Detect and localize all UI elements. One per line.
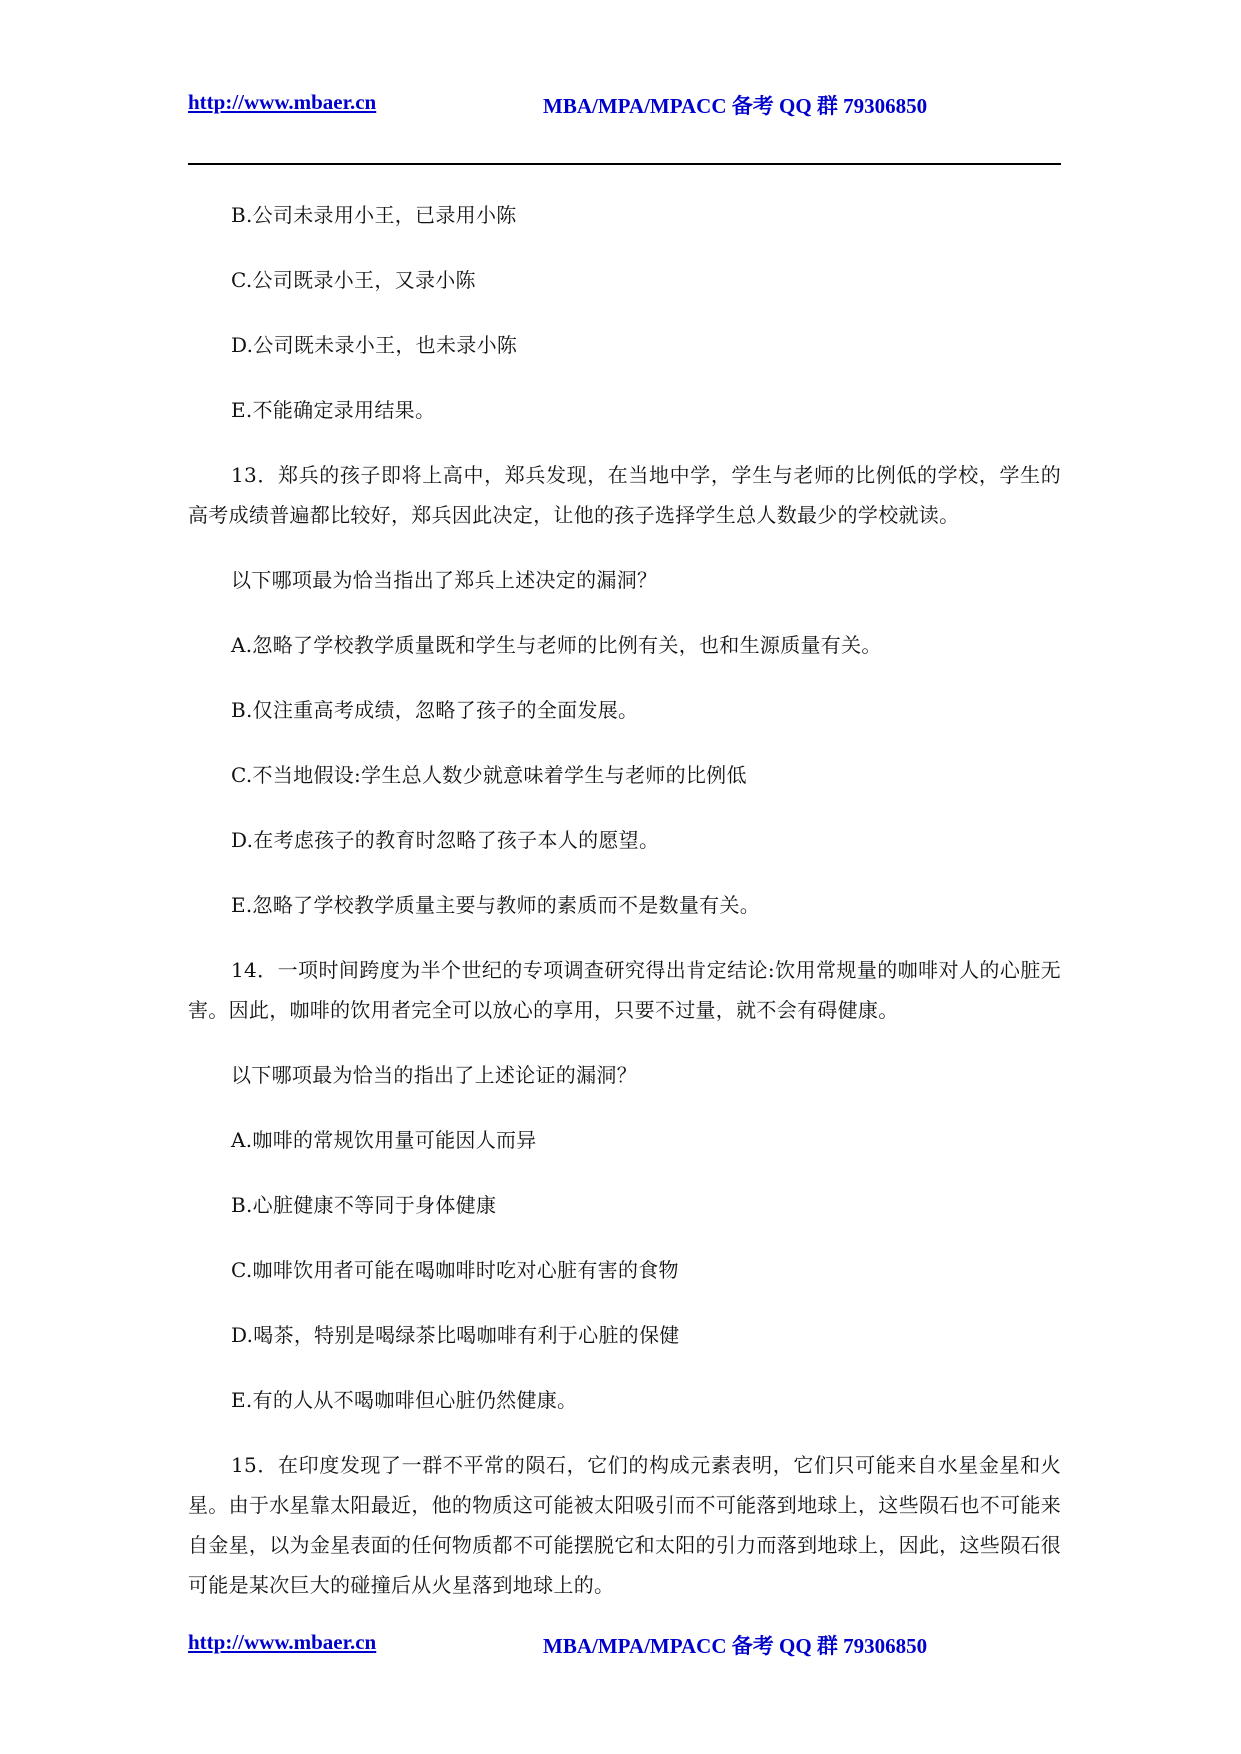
q13-stem: 13．郑兵的孩子即将上高中，郑兵发现，在当地中学，学生与老师的比例低的学校，学生的高考成绩普遍都比较好，郑兵因此决定，让他的孩子选择学生总人数最少的学校就读。 bbox=[188, 463, 1061, 527]
footer-qq-group: MBA/MPA/MPACC 备考 QQ 群 79306850 bbox=[543, 1634, 928, 1658]
q12-option-e: E.不能确定录用结果。 bbox=[231, 398, 436, 422]
q13-option-e: E.忽略了学校教学质量主要与教师的素质而不是数量有关。 bbox=[231, 893, 761, 917]
q14-option-d: D.喝茶，特别是喝绿茶比喝咖啡有利于心脏的保健 bbox=[231, 1323, 680, 1347]
q15-stem: 15．在印度发现了一群不平常的陨石，它们的构成元素表明，它们只可能来自水星金星和火星。由于水星靠太阳最近，他的物质这可能被太阳吸引而不可能落到地球上，这些陨石也不可能来自金星，以为金星表面的任何物质都不可能摆脱它和太阳的引力而落到地球上，因此，这些陨石很可能是某次巨大的碰撞后从火星落到地球上的。 bbox=[188, 1453, 1061, 1597]
q12-option-b: B.公司未录用小王，已录用小陈 bbox=[231, 203, 517, 227]
q14-option-b: B.心脏健康不等同于身体健康 bbox=[231, 1193, 497, 1217]
footer-website-link[interactable]: http://www.mbaer.cn bbox=[188, 1630, 377, 1654]
header-website-link[interactable]: http://www.mbaer.cn bbox=[188, 90, 377, 114]
q14-stem: 14．一项时间跨度为半个世纪的专项调查研究得出肯定结论:饮用常规量的咖啡对人的心脏无害。因此，咖啡的饮用者完全可以放心的享用，只要不过量，就不会有碍健康。 bbox=[188, 958, 1061, 1022]
q14-question: 以下哪项最为恰当的指出了上述论证的漏洞？ bbox=[231, 1063, 637, 1087]
header-divider bbox=[188, 163, 1061, 165]
q13-option-c: C.不当地假设:学生总人数少就意味着学生与老师的比例低 bbox=[231, 763, 747, 787]
document-body bbox=[188, 195, 1061, 1605]
q13-option-d: D.在考虑孩子的教育时忽略了孩子本人的愿望。 bbox=[231, 828, 660, 852]
q13-option-a: A.忽略了学校教学质量既和学生与老师的比例有关，也和生源质量有关。 bbox=[231, 633, 882, 657]
q12-option-c: C.公司既录小王，又录小陈 bbox=[231, 268, 476, 292]
page-footer bbox=[188, 1630, 1088, 1660]
q14-option-e: E.有的人从不喝咖啡但心脏仍然健康。 bbox=[231, 1388, 578, 1412]
q12-option-d: D.公司既未录小王，也未录小陈 bbox=[231, 333, 518, 357]
q13-option-b: B.仅注重高考成绩，忽略了孩子的全面发展。 bbox=[231, 698, 639, 722]
q13-question: 以下哪项最为恰当指出了郑兵上述决定的漏洞？ bbox=[231, 568, 658, 592]
q14-option-c: C.咖啡饮用者可能在喝咖啡时吃对心脏有害的食物 bbox=[231, 1258, 679, 1282]
q14-option-a: A.咖啡的常规饮用量可能因人而异 bbox=[231, 1128, 537, 1152]
header-qq-group: MBA/MPA/MPACC 备考 QQ 群 79306850 bbox=[543, 94, 928, 118]
page-header bbox=[188, 90, 1088, 120]
